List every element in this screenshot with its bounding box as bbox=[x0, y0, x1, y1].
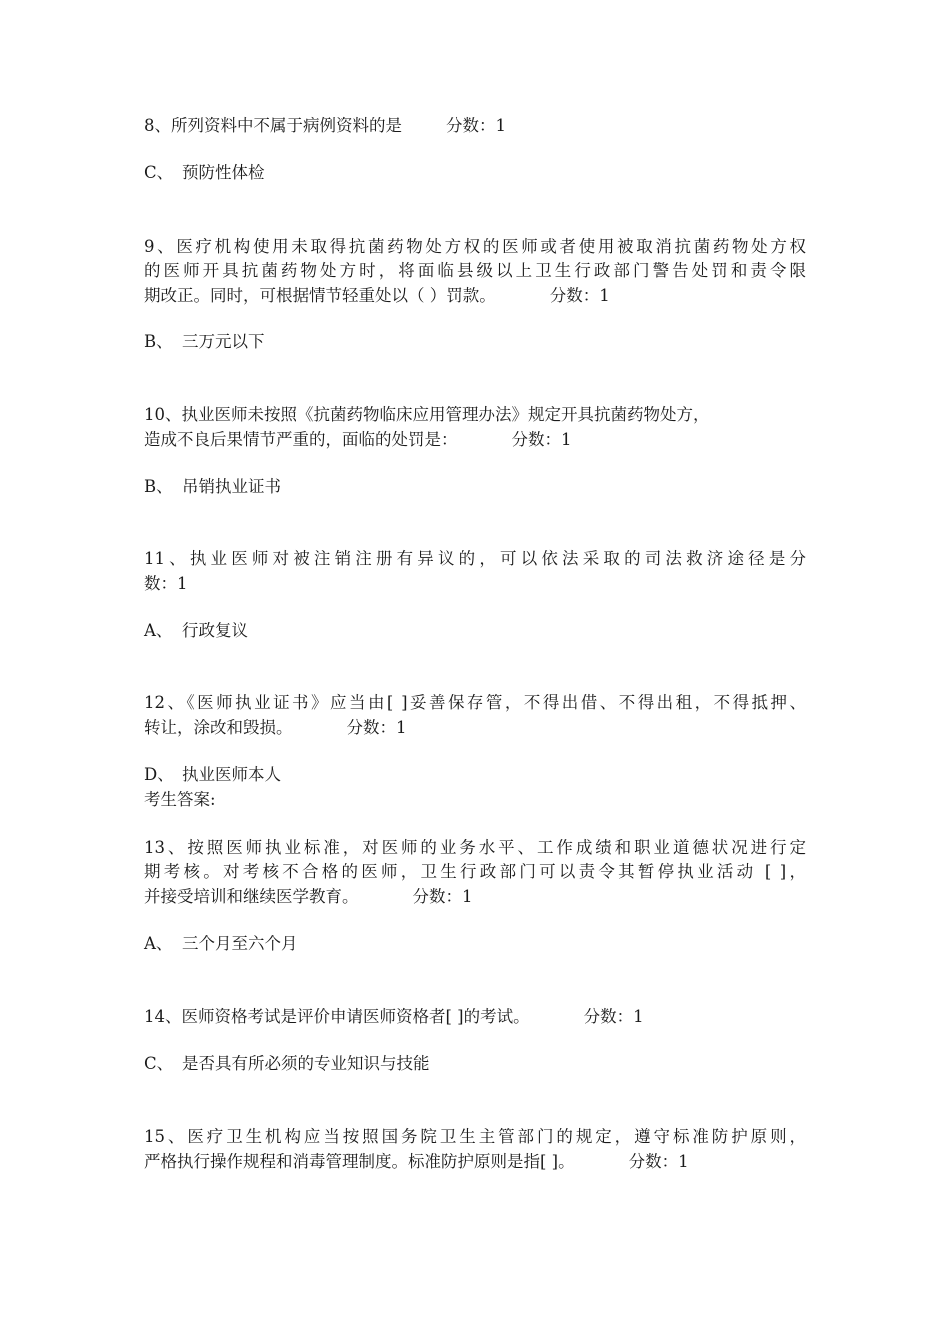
question-12-answer-option bbox=[144, 763, 281, 787]
question-15-line-1: 15、医疗卫生机构应当按照国务院卫生主管部门的规定，遵守标准防护原则， bbox=[144, 1127, 806, 1146]
question-9-line-2: 的医师开具抗菌药物处方时，将面临县级以上卫生行政部门警告处罚和责令限 bbox=[144, 261, 806, 280]
question-9-line-1: 9、医疗机构使用未取得抗菌药物处方权的医师或者使用被取消抗菌药物处方权 bbox=[144, 237, 806, 256]
option-letter: C、 bbox=[144, 163, 174, 182]
option-letter: A、 bbox=[144, 621, 173, 640]
question-9-score: 分数：1 bbox=[549, 286, 610, 305]
question-15-score: 分数：1 bbox=[628, 1152, 689, 1171]
question-8-score: 分数：1 bbox=[446, 116, 506, 135]
question-10-answer-option bbox=[144, 475, 281, 499]
option-letter: D、 bbox=[144, 765, 174, 784]
question-12-score: 分数：1 bbox=[346, 718, 407, 737]
candidate-answer-label: 考生答案: bbox=[144, 790, 216, 809]
question-10-line-1: 10、执业医师未按照《抗菌药物临床应用管理办法》规定开具抗菌药物处方， bbox=[144, 405, 710, 424]
question-9-answer-option bbox=[144, 330, 265, 354]
question-13-line-2: 期考核。对考核不合格的医师，卫生行政部门可以责令其暂停执业活动 [ ]， bbox=[144, 862, 806, 881]
question-13-line-1: 13、按照医师执业标准，对医师的业务水平、工作成绩和职业道德状况进行定 bbox=[144, 838, 806, 857]
question-11-score-part1: 分 bbox=[789, 549, 806, 568]
question-14-text: 14、医师资格考试是评价申请医师资格者[ ]的考试。 分数：1 bbox=[144, 1007, 644, 1026]
option-text: 行政复议 bbox=[182, 621, 248, 640]
question-11-answer-option bbox=[144, 619, 248, 643]
question-12-line-1: 12、《医师执业证书》应当由[ ]妥善保存管，不得出借、不得出租，不得抵押、 bbox=[144, 693, 806, 712]
option-text: 预防性体检 bbox=[182, 163, 265, 182]
question-15-line-2: 严格执行操作规程和消毒管理制度。标准防护原则是指[ ]。 分数：1 bbox=[144, 1152, 689, 1171]
question-14-score: 分数：1 bbox=[583, 1007, 644, 1026]
question-9-line-3: 期改正。同时，可根据情节轻重处以（ ）罚款。 分数：1 bbox=[144, 286, 610, 305]
question-8-text: 8、所列资料中不属于病例资料的是 分数：1 bbox=[144, 116, 506, 135]
option-letter: A、 bbox=[144, 934, 173, 953]
question-13-answer-option bbox=[144, 932, 298, 956]
question-10-line-2: 造成不良后果情节严重的，面临的处罚是： 分数：1 bbox=[144, 430, 572, 449]
question-12-line-2: 转让，涂改和毁损。 分数：1 bbox=[144, 718, 407, 737]
option-text: 三个月至六个月 bbox=[182, 934, 298, 953]
question-13-line-3: 并接受培训和继续医学教育。 分数：1 bbox=[144, 887, 473, 906]
question-13-score: 分数：1 bbox=[412, 887, 473, 906]
question-11-line-1: 11、执业医师对被注销注册有异议的，可以依法采取的司法救济途径是分 bbox=[144, 549, 806, 568]
option-text: 是否具有所必须的专业知识与技能 bbox=[182, 1054, 430, 1073]
option-letter: C、 bbox=[144, 1054, 174, 1073]
question-8-answer-option bbox=[144, 161, 265, 185]
option-text: 吊销执业证书 bbox=[182, 477, 281, 496]
question-11-score-part2: 数：1 bbox=[144, 574, 188, 593]
question-10-score: 分数：1 bbox=[511, 430, 572, 449]
option-letter: B、 bbox=[144, 332, 173, 351]
option-letter: B、 bbox=[144, 477, 173, 496]
question-14-answer-option bbox=[144, 1052, 430, 1076]
option-text: 执业医师本人 bbox=[182, 765, 281, 784]
option-text: 三万元以下 bbox=[182, 332, 265, 351]
